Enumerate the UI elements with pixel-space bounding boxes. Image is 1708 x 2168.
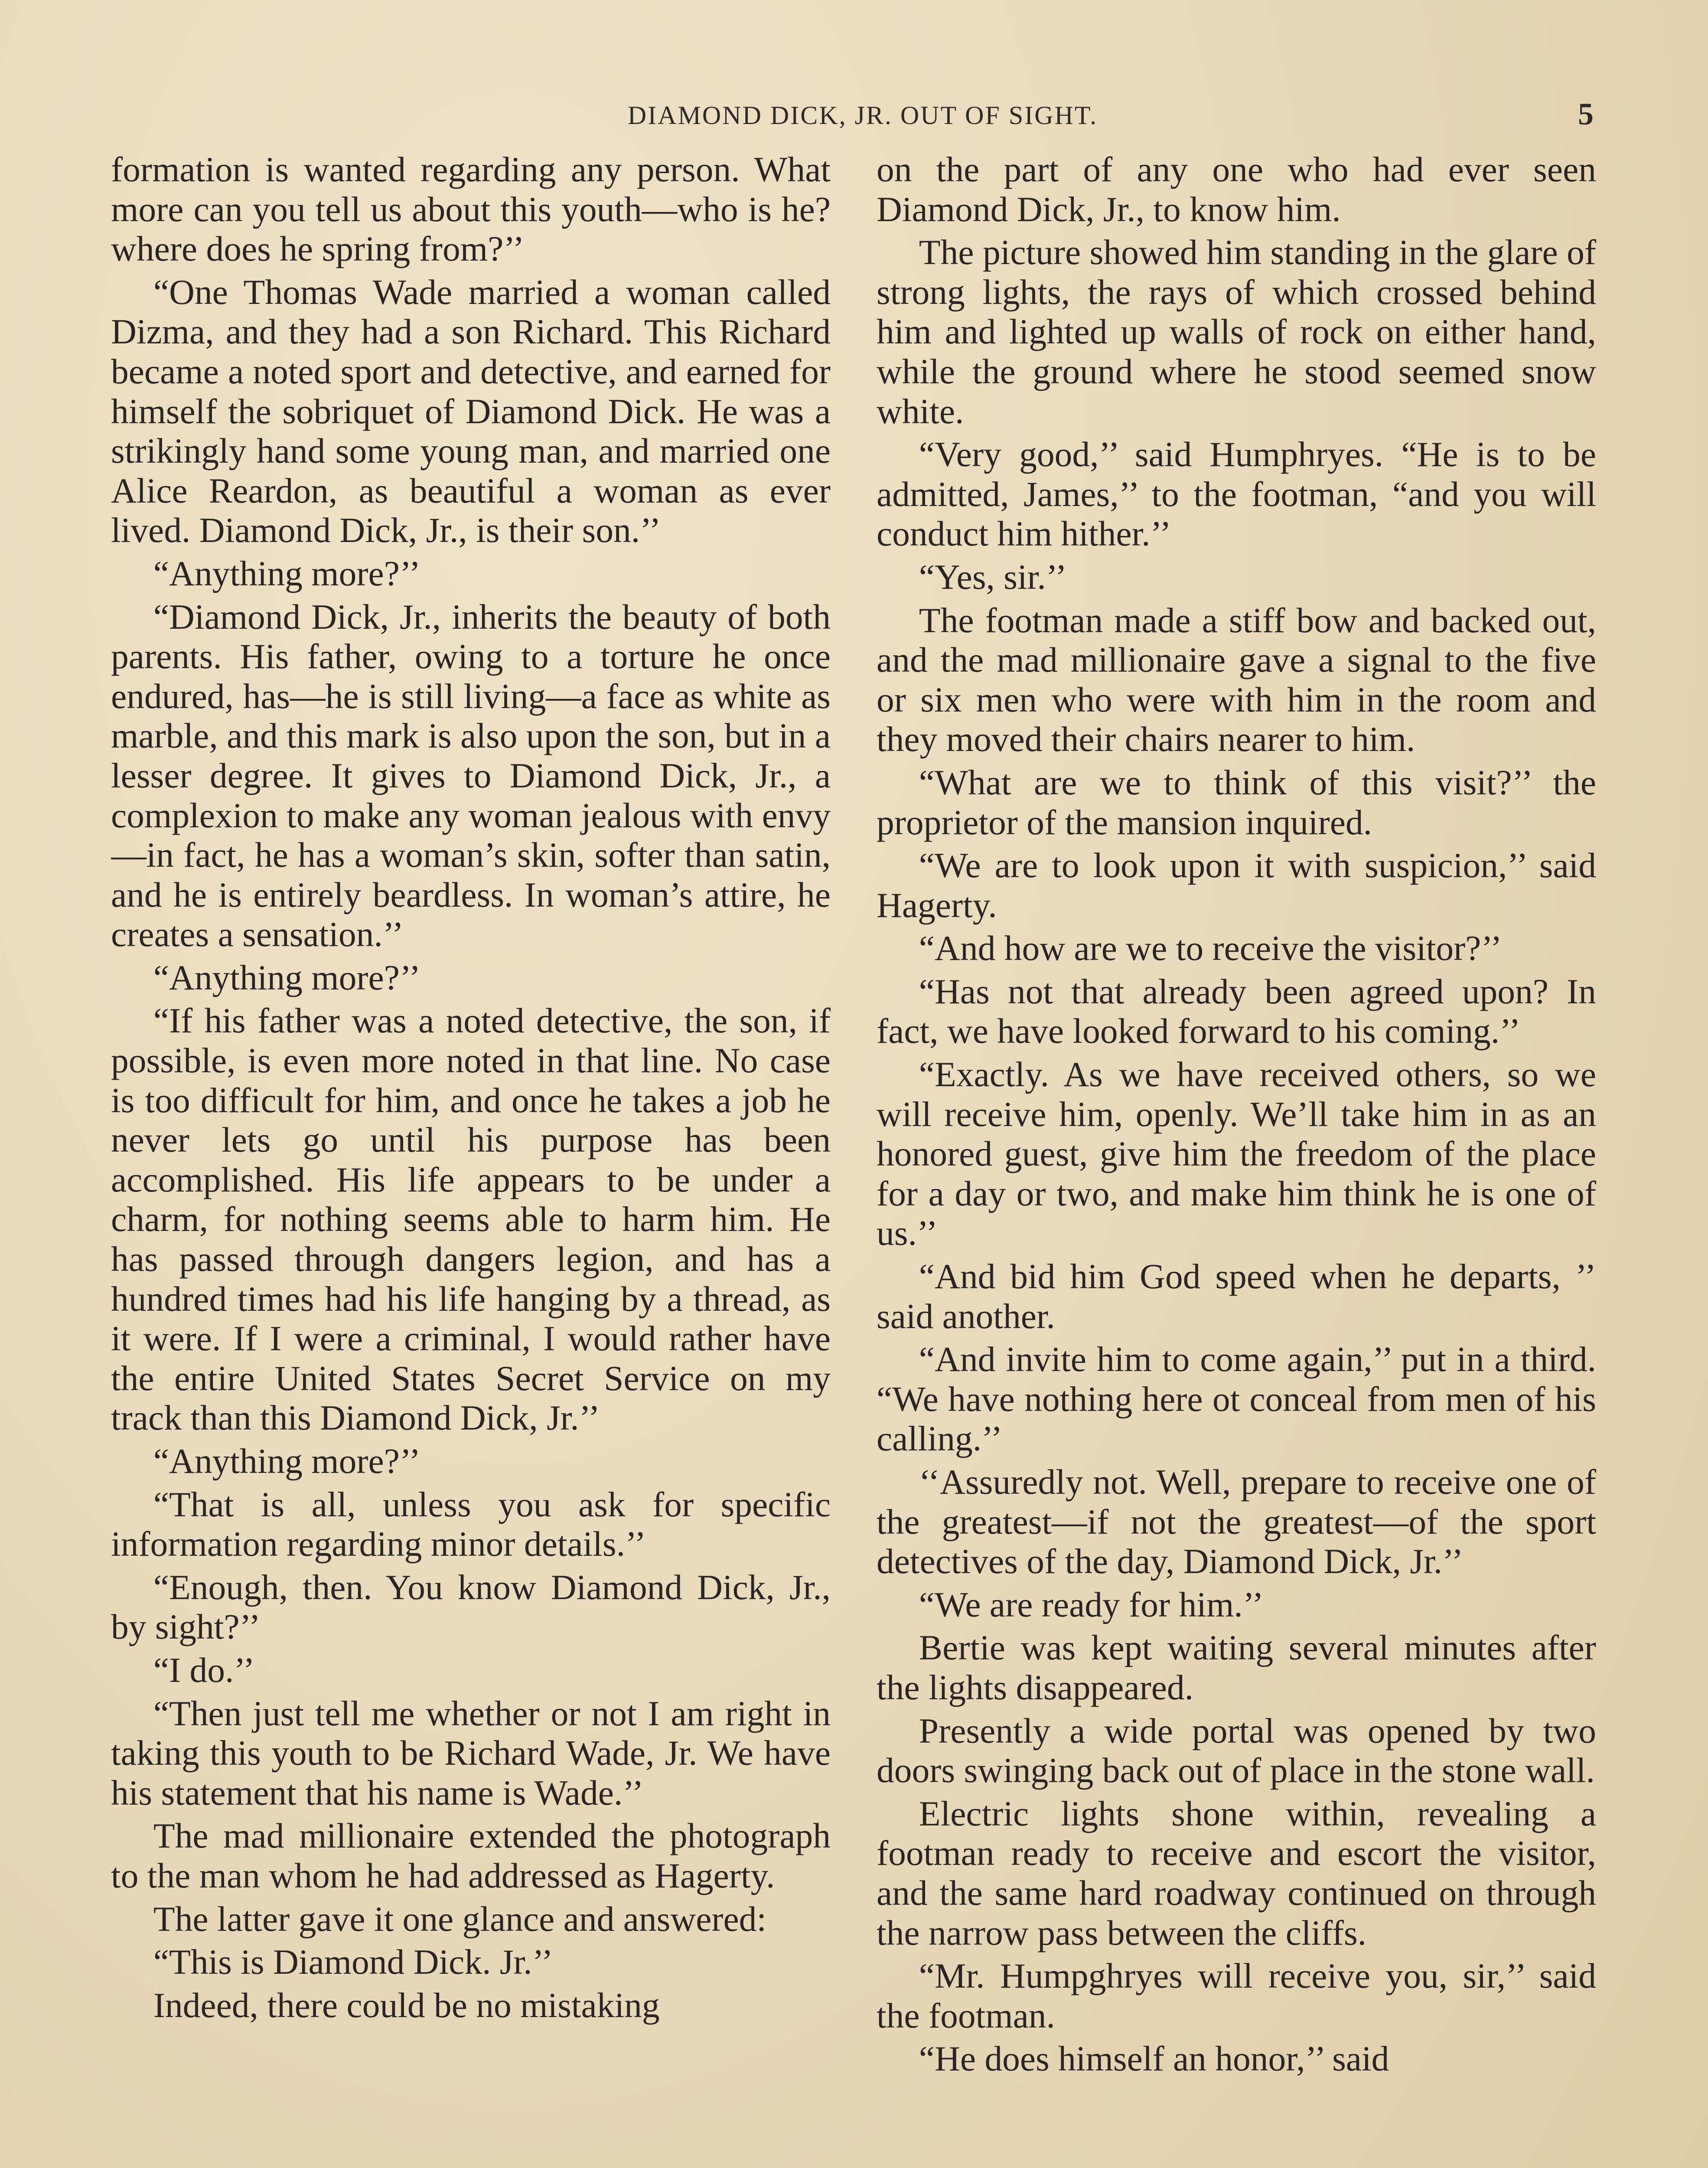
- paragraph: “And bid him God speed when he departs, ’’ said another.: [877, 1257, 1596, 1336]
- paragraph: “Diamond Dick, Jr., inherits the beauty of both parents. His father, owing to a torture he once endured, has—he is still living—a face as white as marble, and this mark is also upon the son, but in a lesser degree. It gives to Diamond Dick, Jr., a complexion to make any woman jealous with envy—in fact, he has a woman’s skin, softer than satin, and he is entirely beardless. In woman’s attire, he creates a sensation.’’: [111, 597, 831, 954]
- paragraph: “Anything more?’’: [153, 553, 421, 593]
- paragraph: “What are we to think of this visit?’’ the proprietor of the mansion inquired.: [877, 762, 1596, 842]
- paragraph: “And invite him to come again,’’ put in a third. “We have nothing here ot conceal from men of his calling.’’: [877, 1339, 1596, 1459]
- paragraph: The footman made a stiff bow and backed out, and the mad millionaire gave a signal to the five or six men who were with him in the room and they moved their chairs nearer to him.: [877, 600, 1596, 759]
- paragraph: “If his father was a noted detective, the son, if possible, is even more noted in that line. No case is too difficult for him, and once he takes a job he never lets go until his purpose has been accomplished. His life appears to be under a charm, for nothing seems able to harm him. He has passed through dangers legion, and has a hundred times had his life hanging by a thread, as it were. If I were a criminal, I would rather have the entire United States Secret Service on my track than this Diamond Dick, Jr.’’: [111, 1001, 831, 1438]
- paragraph: “Exactly. As we have received others, so we will receive him, openly. We’ll take him in as an honored guest, give him the freedom of the place for a day or two, and make him think he is one of us.’’: [877, 1055, 1596, 1253]
- paragraph: Bertie was kept waiting several minutes after the lights disappeared.: [877, 1628, 1596, 1707]
- paragraph: The mad millionaire extended the photograph to the man whom he had addressed as Hagerty.: [111, 1816, 831, 1895]
- left-column: [111, 150, 831, 2168]
- paragraph: ‘‘Assuredly not. Well, prepare to receive one of the greatest—if not the greatest—of the sport detectives of the day, Diamond Dick, Jr.’’: [877, 1462, 1596, 1581]
- paragraph: “This is Diamond Dick. Jr.’’: [153, 1942, 553, 1982]
- paragraph: “Anything more?’’: [153, 1441, 421, 1481]
- paragraph: “Then just tell me whether or not I am right in taking this youth to be Richard Wade, Jr. We have his statement that his name is Wade.’’: [111, 1693, 831, 1812]
- paragraph: “I do.’’: [153, 1650, 255, 1690]
- paragraph: The picture showed him standing in the glare of strong lights, the rays of which crossed behind him and lighted up walls of rock on either hand, while the ground where he stood seemed snow white.: [877, 232, 1596, 431]
- paragraph: “Anything more?’’: [153, 957, 421, 997]
- paragraph: “And how are we to receive the visitor?’’: [919, 928, 1502, 968]
- running-title: DIAMOND DICK, JR. OUT OF SIGHT.: [627, 101, 1098, 130]
- page-number: 5: [1578, 97, 1594, 131]
- paragraph: “Has not that already been agreed upon? In fact, we have looked forward to his coming.’’: [877, 971, 1596, 1051]
- paragraph: Electric lights shone within, revealing a footman ready to receive and escort the visitor, and the same hard roadway continued on through the narrow pass between the cliffs.: [877, 1793, 1596, 1953]
- paragraph: “He does himself an honor,’’ said: [919, 2039, 1389, 2079]
- paragraph: “One Thomas Wade married a woman called Dizma, and they had a son Richard. This Richard became a noted sport and detective, and earned for himself the sobriquet of Diamond Dick. He was a strikingly hand some young man, and married one Alice Reardon, as beautiful a woman as ever lived. Diamond Dick, Jr., is their son.’’: [111, 272, 831, 550]
- paragraph: “Enough, then. You know Diamond Dick, Jr., by sight?’’: [111, 1567, 831, 1647]
- paragraph: The latter gave it one glance and answered:: [153, 1899, 767, 1939]
- paragraph: “We are ready for him.’’: [919, 1584, 1264, 1624]
- paragraph: “We are to look upon it with suspicion,’’ said Hagerty.: [877, 846, 1596, 925]
- paragraph: “Yes, sir.’’: [919, 557, 1067, 597]
- paragraph: “Mr. Humpghryes will receive you, sir,’’ said the footman.: [877, 1956, 1596, 2035]
- right-column: [877, 150, 1596, 2168]
- paragraph: Indeed, there could be no mistaking: [153, 1985, 660, 2025]
- paragraph: formation is wanted regarding any person. What more can you tell us about this youth—who is he? where does he spring from?’’: [111, 150, 831, 269]
- paragraph: Presently a wide portal was opened by two doors swinging back out of place in the stone wall.: [877, 1711, 1596, 1790]
- paragraph: “Very good,’’ said Humphryes. “He is to be admitted, James,’’ to the footman, “and you will conduct him hither.’’: [877, 434, 1596, 554]
- paragraph: on the part of any one who had ever seen Diamond Dick, Jr., to know him.: [877, 150, 1596, 229]
- paragraph: “That is all, unless you ask for specific information regarding minor details.’’: [111, 1484, 831, 1564]
